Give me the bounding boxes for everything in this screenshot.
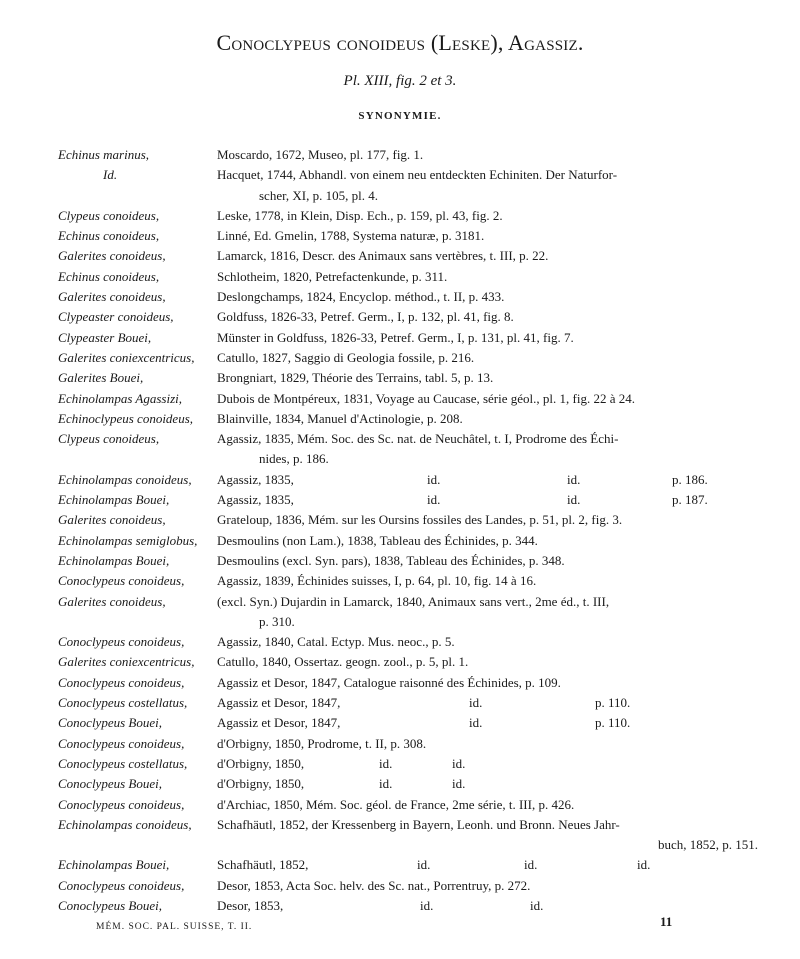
reference-cell: id.: [427, 492, 441, 508]
synonym-entry: [58, 652, 758, 672]
reference-text: [217, 409, 758, 429]
reference-cell: Schafhäutl, 1852,: [217, 857, 309, 873]
taxon-name: Conoclypeus conoideus,: [58, 674, 185, 690]
synonym-entry: [58, 815, 758, 856]
taxon-name: Echinolampas conoideus,: [58, 471, 192, 487]
synonym-entry: [58, 673, 758, 693]
reference-line: Blainville, 1834, Manuel d'Actinologie, p. 208.: [217, 410, 463, 426]
reference-text: [217, 673, 758, 693]
reference-text: [217, 551, 758, 571]
reference-cell: id.: [567, 471, 581, 487]
reference-line: Linné, Ed. Gmelin, 1788, Systema naturæ, p. 3181.: [217, 228, 485, 244]
reference-line: Desmoulins (excl. Syn. pars), 1838, Tableau des Échinides, p. 348.: [217, 552, 565, 568]
reference-cell: id.: [427, 471, 441, 487]
page-number: 11: [660, 914, 673, 929]
reference-text: [217, 246, 758, 266]
reference-columns: [217, 470, 758, 490]
synonym-entry: [58, 510, 758, 530]
synonym-entry: [58, 774, 758, 794]
reference-text: [217, 734, 758, 754]
reference-line: Desor, 1853, Acta Soc. helv. des Sc. nat., Porrentruy, p. 272.: [217, 877, 531, 893]
synonym-entry: [58, 855, 758, 875]
footer-publication: MÉM. SOC. PAL. SUISSE, T. II.: [96, 922, 253, 932]
reference-continuation: scher, XI, p. 105, pl. 4.: [259, 187, 378, 203]
synonym-entry: [58, 206, 758, 226]
reference-cell: id.: [530, 897, 544, 913]
reference-cell: p. 110.: [595, 715, 631, 731]
taxon-name: Conoclypeus conoideus,: [58, 634, 185, 650]
taxon-name: Galerites coniexcentricus,: [58, 654, 195, 670]
plate-reference: Pl. XIII, fig. 2 et 3.: [343, 73, 457, 89]
reference-text: [217, 307, 758, 327]
taxon-name: Conoclypeus conoideus,: [58, 796, 185, 812]
taxon-name: Conoclypeus costellatus,: [58, 755, 188, 771]
synonym-entry: [58, 490, 758, 510]
reference-text: [217, 287, 758, 307]
reference-text: [217, 206, 758, 226]
taxon-name: Conoclypeus conoideus,: [58, 573, 185, 589]
synonym-entry: [58, 429, 758, 470]
reference-text: [217, 389, 758, 409]
reference-line: Desmoulins (non Lam.), 1838, Tableau des Échinides, p. 344.: [217, 532, 538, 548]
reference-cell: id.: [379, 776, 393, 792]
reference-line: Hacquet, 1744, Abhandl. von einem neu entdeckten Echiniten. Der Naturfor-: [217, 167, 618, 183]
reference-continuation: p. 310.: [259, 613, 295, 629]
reference-text: [217, 429, 758, 470]
synonym-entry: [58, 693, 758, 713]
reference-cell: p. 186.: [672, 471, 708, 487]
taxon-name: Galerites conoideus,: [58, 289, 166, 305]
reference-cell: p. 110.: [595, 695, 631, 711]
synonym-entry: [58, 754, 758, 774]
reference-line: d'Archiac, 1850, Mém. Soc. géol. de France, 2me série, t. III, p. 426.: [217, 796, 575, 812]
reference-line: Moscardo, 1672, Museo, pl. 177, fig. 1.: [217, 147, 424, 162]
taxon-name: Echinolampas Bouei,: [58, 857, 170, 873]
reference-columns: [217, 490, 758, 510]
synonym-entry: [58, 368, 758, 388]
taxon-name: Galerites coniexcentricus,: [58, 349, 195, 365]
synonym-entry: [58, 592, 758, 633]
taxon-name: Clypeus conoideus,: [58, 431, 160, 447]
reference-text: [217, 795, 758, 815]
synonym-entry: [58, 470, 758, 490]
synonym-entry: [58, 734, 758, 754]
taxon-name: Conoclypeus conoideus,: [58, 735, 185, 751]
synonym-entry: [58, 795, 758, 815]
synonym-entry: [58, 551, 758, 571]
reference-text: [217, 632, 758, 652]
reference-cell: id.: [452, 776, 466, 792]
reference-line: Catullo, 1827, Saggio di Geologia fossile, p. 216.: [217, 349, 475, 365]
taxon-name: Clypeaster Bouei,: [58, 329, 152, 345]
reference-cell: Agassiz et Desor, 1847,: [217, 715, 341, 731]
reference-line: (excl. Syn.) Dujardin in Lamarck, 1840, Animaux sans vert., 2me éd., t. III,: [217, 593, 610, 609]
synonym-entry: [58, 267, 758, 287]
reference-cell: id.: [379, 755, 393, 771]
taxon-name: Id.: [103, 167, 118, 183]
reference-columns: [217, 896, 758, 916]
taxon-name: Echinus conoideus,: [58, 268, 160, 284]
synonym-entry: [58, 226, 758, 246]
reference-cell: d'Orbigny, 1850,: [217, 776, 305, 792]
reference-columns: [217, 855, 758, 875]
reference-columns: [217, 774, 758, 794]
reference-text: [217, 531, 758, 551]
taxon-name: Galerites conoideus,: [58, 512, 166, 528]
taxon-name: Clypeus conoideus,: [58, 207, 160, 223]
taxon-name: Echinus marinus,: [58, 147, 149, 162]
taxon-name: Echinolampas conoideus,: [58, 816, 192, 832]
reference-text: [217, 652, 758, 672]
reference-text: [217, 815, 758, 856]
reference-cell: id.: [420, 897, 434, 913]
reference-line: Dubois de Montpéreux, 1831, Voyage au Caucase, série géol., pl. 1, fig. 22 à 24.: [217, 390, 635, 406]
synonym-entry: [58, 389, 758, 409]
reference-cell: id.: [417, 857, 431, 873]
taxon-name: Echinolampas Agassizi,: [58, 390, 182, 406]
section-heading: SYNONYMIE.: [358, 110, 442, 122]
reference-line: Münster in Goldfuss, 1826-33, Petref. Germ., I, p. 131, pl. 41, fig. 7.: [217, 329, 574, 345]
reference-cell: Desor, 1853,: [217, 897, 284, 913]
taxon-name: Conoclypeus conoideus,: [58, 877, 185, 893]
reference-line: Agassiz et Desor, 1847, Catalogue raisonné des Échinides, p. 109.: [217, 674, 561, 690]
taxon-name: Galerites Bouei,: [58, 370, 144, 386]
taxon-name: Galerites conoideus,: [58, 248, 166, 264]
reference-line: Deslongchamps, 1824, Encyclop. méthod., t. II, p. 433.: [217, 289, 505, 305]
synonym-entry: [58, 287, 758, 307]
reference-cell: d'Orbigny, 1850,: [217, 755, 305, 771]
reference-continuation: nides, p. 186.: [259, 451, 329, 467]
reference-line: Schlotheim, 1820, Petrefactenkunde, p. 311.: [217, 268, 448, 284]
reference-columns: [217, 693, 758, 713]
synonym-entry: [58, 409, 758, 429]
taxon-name: Galerites conoideus,: [58, 593, 166, 609]
reference-cell: id.: [469, 715, 483, 731]
reference-cell: id.: [524, 857, 538, 873]
taxon-name: Echinolampas Bouei,: [58, 552, 170, 568]
synonym-entry: [58, 328, 758, 348]
reference-text: [217, 165, 758, 206]
reference-columns: [217, 754, 758, 774]
reference-text: [217, 328, 758, 348]
reference-text: [217, 876, 758, 896]
taxon-name: Echinolampas Bouei,: [58, 492, 170, 508]
synonym-entry: [58, 246, 758, 266]
taxon-name: Echinolampas semiglobus,: [58, 532, 198, 548]
reference-line: Lamarck, 1816, Descr. des Animaux sans vertèbres, t. III, p. 22.: [217, 248, 549, 264]
reference-columns: [217, 713, 758, 733]
synonym-entry: [58, 348, 758, 368]
synonymy-list: [58, 145, 758, 916]
reference-text: [217, 348, 758, 368]
synonym-entry: [58, 876, 758, 896]
reference-text: [217, 592, 758, 633]
reference-text: [217, 510, 758, 530]
reference-cell: id.: [637, 857, 651, 873]
reference-text: [217, 368, 758, 388]
reference-line: Agassiz, 1839, Échinides suisses, I, p. 64, pl. 10, fig. 14 à 16.: [217, 573, 537, 589]
synonym-entry: [58, 571, 758, 591]
synonym-entry: [58, 165, 758, 206]
reference-text: [217, 267, 758, 287]
synonym-entry: [58, 632, 758, 652]
reference-line: Grateloup, 1836, Mém. sur les Oursins fossiles des Landes, p. 51, pl. 2, fig. 3.: [217, 512, 623, 528]
synonym-entry: [58, 307, 758, 327]
reference-cell: id.: [469, 695, 483, 711]
reference-cell: p. 187.: [672, 492, 708, 508]
reference-line: Agassiz, 1840, Catal. Ectyp. Mus. neoc., p. 5.: [217, 634, 455, 650]
reference-cell: id.: [567, 492, 581, 508]
taxon-name: Clypeaster conoideus,: [58, 309, 174, 325]
taxon-name: Conoclypeus costellatus,: [58, 695, 188, 711]
reference-text: [217, 571, 758, 591]
synonym-entry: [58, 713, 758, 733]
reference-cell: Agassiz, 1835,: [217, 492, 294, 508]
taxon-name: Conoclypeus Bouei,: [58, 897, 162, 913]
reference-line: Agassiz, 1835, Mém. Soc. des Sc. nat. de Neuchâtel, t. I, Prodrome des Échi-: [217, 431, 619, 447]
taxon-name: Echinus conoideus,: [58, 228, 160, 244]
page-title: Conoclypeus conoideus (Leske), Agassiz.: [216, 30, 584, 55]
reference-line: d'Orbigny, 1850, Prodrome, t. II, p. 308.: [217, 735, 427, 751]
taxon-name: Echinoclypeus conoideus,: [58, 410, 194, 426]
reference-continuation: buch, 1852, p. 151.: [657, 837, 758, 853]
reference-text: [217, 226, 758, 246]
taxon-name: Conoclypeus Bouei,: [58, 715, 162, 731]
reference-line: Catullo, 1840, Ossertaz. geogn. zool., p. 5, pl. 1.: [217, 654, 469, 670]
reference-cell: Agassiz, 1835,: [217, 471, 294, 487]
synonym-entry: [58, 896, 758, 916]
reference-line: Goldfuss, 1826-33, Petref. Germ., I, p. 132, pl. 41, fig. 8.: [217, 309, 514, 325]
reference-text: [217, 145, 758, 165]
synonym-entry: [58, 531, 758, 551]
reference-line: Brongniart, 1829, Théorie des Terrains, tabl. 5, p. 13.: [217, 370, 494, 386]
reference-cell: Agassiz et Desor, 1847,: [217, 695, 341, 711]
synonym-entry: [58, 145, 758, 165]
reference-cell: id.: [452, 755, 466, 771]
taxon-name: Conoclypeus Bouei,: [58, 776, 162, 792]
reference-line: Leske, 1778, in Klein, Disp. Ech., p. 159, pl. 43, fig. 2.: [217, 207, 503, 223]
reference-line: Schafhäutl, 1852, der Kressenberg in Bayern, Leonh. und Bronn. Neues Jahr-: [217, 816, 620, 832]
